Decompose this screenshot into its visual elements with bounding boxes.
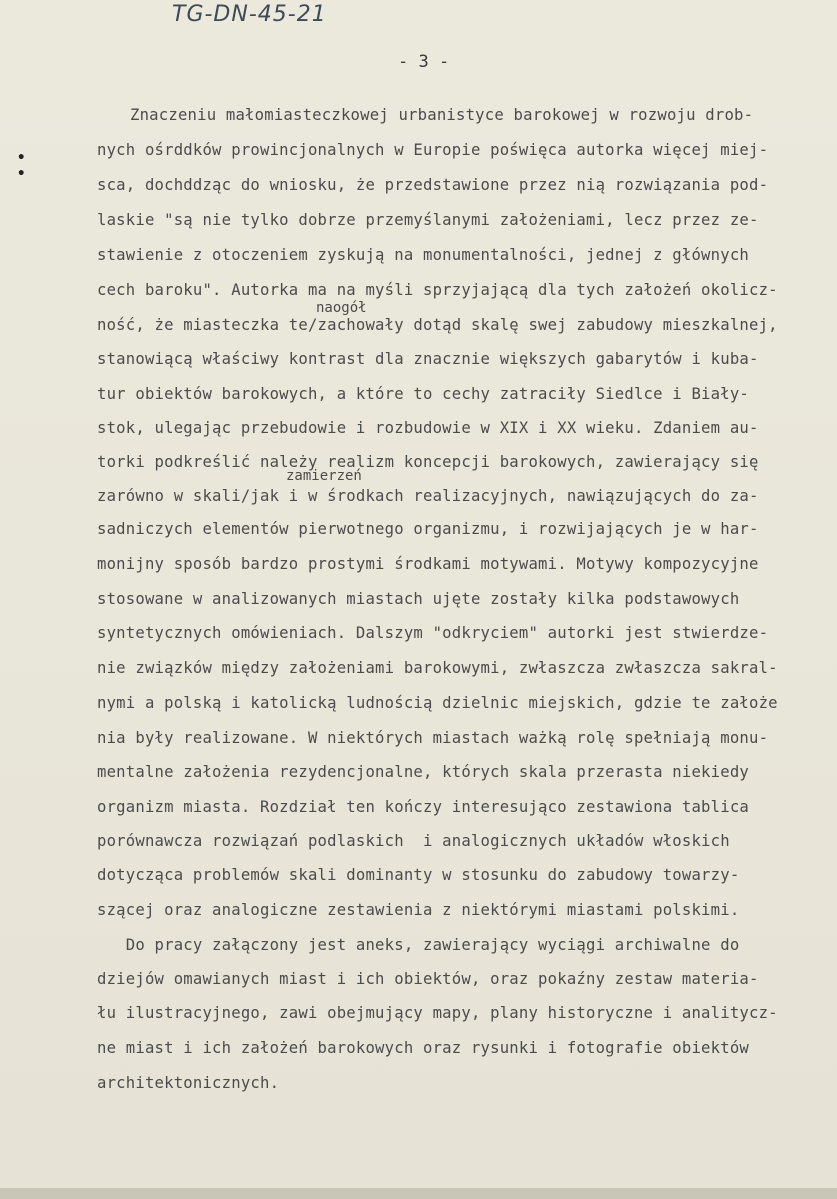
text-line: zarówno w skali/jak i w środkach realizacyjnych, nawiązujących do za-: [97, 487, 759, 505]
text-line: stosowane w analizowanych miastach ujęte zostały kilka podstawowych: [97, 590, 740, 608]
text-line: torki podkreślić należy realizm koncepcji barokowych, zawierający się: [97, 453, 759, 471]
text-line: ne miast i ich założeń barokowych oraz rysunki i fotografie obiektów: [97, 1039, 749, 1057]
text-line: stanowiącą właściwy kontrast dla znacznie większych gabarytów i kuba-: [97, 350, 759, 368]
text-line: architektonicznych.: [97, 1074, 280, 1092]
text-line: szącej oraz analogiczne zestawienia z niektórymi miastami polskimi.: [97, 901, 740, 919]
text-line: nymi a polską i katolicką ludnością dzielnic miejskich, gdzie te założe: [97, 694, 778, 712]
text-line: tur obiektów barokowych, a które to cechy zatraciły Siedlce i Biały-: [97, 385, 749, 403]
text-line: ność, że miasteczka te/zachowały dotąd skalę swej zabudowy mieszkalnej,: [97, 316, 778, 334]
text-line: nie związków między założeniami barokowymi, zwłaszcza zwłaszcza sakral-: [97, 659, 778, 677]
text-line: nych ośrddków prowincjonalnych w Europie poświęca autorka więcej miej-: [97, 141, 769, 159]
scan-bottom-edge: [0, 1188, 837, 1199]
text-line: dotycząca problemów skali dominanty w stosunku do zabudowy towarzy-: [97, 866, 740, 884]
text-line: stok, ulegając przebudowie i rozbudowie w XIX i XX wieku. Zdaniem au-: [97, 419, 759, 437]
text-line: sca, dochddząc do wniosku, że przedstawione przez nią rozwiązania pod-: [97, 176, 769, 194]
text-line: Do pracy załączony jest aneks, zawierający wyciągi archiwalne do: [97, 936, 740, 954]
text-line: nia były realizowane. W niektórych miastach ważką rolę spełniają monu-: [97, 729, 769, 747]
page-number: - 3 -: [398, 52, 450, 72]
text-line: Znaczeniu małomiasteczkowej urbanistyce barokowej w rozwoju drob-: [130, 106, 754, 124]
handwritten-insert: zamierzeń: [286, 468, 362, 484]
text-line: łu ilustracyjnego, zawi obejmujący mapy, plany historyczne i analitycz-: [97, 1004, 778, 1022]
text-line: stawienie z otoczeniem zyskują na monumentalności, jednej z głównych: [97, 246, 749, 264]
text-line: porównawcza rozwiązań podlaskich i analogicznych układów włoskich: [97, 832, 730, 850]
text-line: dziejów omawianych miast i ich obiektów, oraz pokaźny zestaw materia-: [97, 970, 759, 988]
text-line: sadniczych elementów pierwotnego organizmu, i rozwijających je w har-: [97, 520, 759, 538]
margin-marks: • •: [17, 150, 26, 182]
text-line: syntetycznych omówieniach. Dalszym "odkryciem" autorki jest stwierdze-: [97, 624, 769, 642]
text-line: monijny sposób bardzo prostymi środkami motywami. Motywy kompozycyjne: [97, 555, 759, 573]
text-line: cech baroku". Autorka ma na myśli sprzyjającą dla tych założeń okolicz-: [97, 281, 778, 299]
reference-mark: TG-DN-45-21: [172, 2, 327, 27]
text-line: laskie "są nie tylko dobrze przemyślanymi założeniami, lecz przez ze-: [97, 211, 759, 229]
handwritten-insert: naogół: [316, 300, 367, 316]
text-line: mentalne założenia rezydencjonalne, których skala przerasta niekiedy: [97, 763, 749, 781]
text-line: organizm miasta. Rozdział ten kończy interesująco zestawiona tablica: [97, 798, 749, 816]
